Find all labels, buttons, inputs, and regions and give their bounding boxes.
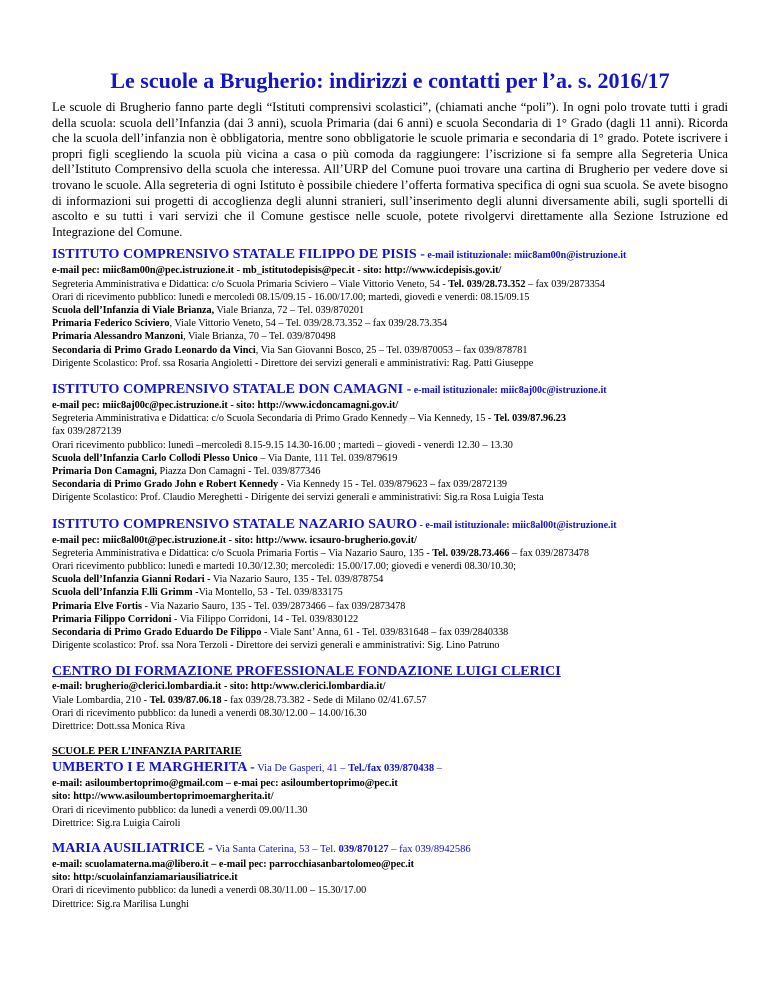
- section-heading: [52, 516, 728, 534]
- institute-name: ISTITUTO COMPRENSIVO STATALE DON CAMAGNI -: [52, 381, 412, 397]
- institute-email: - e-mail istituzionale: miic8al00t@istruzione.it: [417, 519, 617, 531]
- secretary-address: Segreteria Amministrativa e Didattica: c/o Scuola Primaria Fortis – Via Nazario Sauro, 135 -: [52, 547, 433, 559]
- school-line: [52, 317, 728, 330]
- secretary-line: [52, 278, 728, 291]
- secretary-line: [52, 412, 728, 425]
- school-line: [52, 452, 728, 465]
- school-address: , Via San Giovanni Bosco, 25 – Tel. 039/870053 – fax 039/878781: [255, 344, 528, 356]
- school-phone: 039/870438: [383, 763, 435, 775]
- email-line: e-mail: asiloumbertoprimo@gmail.com – e-mai pec: asiloumbertoprimo@pec.it: [52, 778, 398, 790]
- school-name: Primaria Don Camagni,: [52, 465, 157, 477]
- school-name: Primaria Elve Fortis: [52, 600, 142, 612]
- school-name: Secondaria di Primo Grado John e Robert Kennedy: [52, 479, 279, 491]
- school-line: [52, 304, 728, 317]
- section-de-pisis: [52, 246, 728, 370]
- section-umberto: [52, 759, 728, 830]
- institute-email: e-mail istituzionale: miic8am00n@istruzione.it: [424, 250, 627, 262]
- school-name: Secondaria di Primo Grado Leonardo da Vinci: [52, 344, 256, 356]
- school-address: Via Nazario Sauro, 135 - Tel. 039/878754: [210, 574, 384, 586]
- institute-name: CENTRO DI FORMAZIONE PROFESSIONALE FONDAZIONE LUIGI CLERICI: [52, 664, 561, 680]
- school-name: Primaria Alessandro Manzoni: [52, 331, 184, 343]
- pec-line: e-mail pec: miic8am00n@pec.istruzione.it - mb_istitutodepisis@pec.it - sito: http://www.icdepisis.gov.it/: [52, 265, 502, 277]
- hours-line: Orari ricevimento pubblico: lunedì –mercoledì 8.15-9.15 14.30-16.00 ; martedì – giovedì - venerdì 12.30 – 13.30: [52, 439, 513, 451]
- school-name: Scuola dell’Infanzia di Viale Brianza,: [52, 304, 215, 316]
- school-line: [52, 600, 728, 613]
- phone: Tel. 039/87.06.18 -: [149, 694, 228, 706]
- school-line: [52, 330, 728, 343]
- school-contact: [255, 763, 442, 774]
- pec-line: e-mail pec: miic8al00t@pec.istruzione.it - sito: http://www. icsauro-brugherio.gov.it/: [52, 534, 417, 546]
- hours-line: Orari ricevimento pubblico: lunedì e martedì 10.30/12.30; mercoledì: 15.00/17.00; giovedì e venerdì 08.30/10.30;: [52, 561, 516, 572]
- director-line: Dirigente Scolastico: Prof. Claudio Mereghetti - Dirigente dei servizi generali e amministrativi: Sig.ra Rosa Luigia Testa: [52, 492, 544, 504]
- address-line: [52, 694, 728, 707]
- director-line: Direttrice: Dott.ssa Monica Riva: [52, 721, 185, 733]
- separator: –: [434, 763, 442, 775]
- secretary-address: Segreteria Amministrativa e Didattica: c/o Scuola Secondaria di Primo Grado Kennedy – Via Kennedy, 15 -: [52, 413, 494, 425]
- secretary-line: [52, 547, 728, 560]
- secretary-fax: – fax 039/2873478: [509, 547, 589, 559]
- school-line: [52, 478, 728, 491]
- director-line: Direttrice: Sig.ra Marilisa Lunghi: [52, 898, 189, 910]
- hours-line: Orari di ricevimento pubblico: lunedì e mercoledì 08.15/09.15 - 16.00/17.00; martedì, giovedì e venerdì: 08.15/09.15: [52, 291, 530, 303]
- secretary-fax: fax 039/2872139: [52, 426, 122, 438]
- school-address: - Via Nazario Sauro, 135 - Tel. 039/2873466 – fax 039/2873478: [141, 600, 406, 612]
- school-line: [52, 573, 728, 586]
- page-title: Le scuole a Brugherio: indirizzi e contatti per l’a. s. 2016/17: [110, 68, 670, 93]
- school-address: , Viale Brianza, 70 – Tel. 039/870498: [183, 331, 336, 343]
- pec-line: e-mail pec: miic8aj00c@pec.istruzione.it - sito: http://www.icdoncamagni.gov.it/: [52, 399, 399, 411]
- school-name: MARIA AUSILIATRICE -: [52, 841, 213, 857]
- hours-line: Orari di ricevimento pubblico: da lunedì a venerdì 08.30/11.00 – 15.30/17.00: [52, 885, 367, 897]
- secretary-address: Segreteria Amministrativa e Didattica: c/o Scuola Primaria Sciviero – Viale Vittorio Veneto, 54 -: [52, 278, 449, 290]
- fax: fax 039/28.73.382 - Sede di Milano 02/41.67.57: [227, 694, 427, 706]
- school-name: Scuola dell’Infanzia Gianni Rodari -: [52, 574, 211, 586]
- school-address: Via Santa Caterina, 53 – Tel.: [212, 844, 339, 856]
- school-phone: 039/870127: [338, 844, 389, 856]
- school-name: Secondaria di Primo Grado Eduardo De Filippo: [52, 627, 262, 639]
- hours-line: Orari di ricevimento pubblico: da lunedì a venerdì 08.30/12.00 – 14.00/16.30: [52, 707, 367, 719]
- hours-line: Orari di ricevimento pubblico: da lunedì a venerdì 09.00/11.30: [52, 804, 308, 816]
- secretary-phone: Tel. 039/28.73.352: [448, 278, 526, 290]
- school-name: Scuola dell’Infanzia F.lli Grimm -: [52, 587, 199, 599]
- address: Viale Lombardia, 210 -: [52, 694, 150, 706]
- school-line: [52, 626, 728, 639]
- school-address: Viale Brianza, 72 – Tel. 039/870201: [214, 304, 365, 316]
- school-address: Piazza Don Camagni - Tel. 039/877346: [156, 465, 321, 477]
- section-nazario-sauro: [52, 516, 728, 653]
- school-fax: – fax 039/8942586: [388, 844, 471, 856]
- institute-email: e-mail istituzionale: miic8aj00c@istruzione.it: [411, 384, 607, 396]
- school-name: Primaria Federico Sciviero: [52, 318, 170, 330]
- email-line: e-mail: brugherio@clerici.lombardia.it - sito: http:/www.clerici.lombardia.it/: [52, 681, 386, 693]
- section-heading: [52, 246, 728, 264]
- institute-name: ISTITUTO COMPRENSIVO STATALE NAZARIO SAURO: [52, 516, 418, 532]
- school-name: Primaria Filippo Corridoni: [52, 613, 172, 625]
- secretary-phone: Tel. 039/87.96.23: [493, 413, 566, 425]
- school-line: [52, 344, 728, 357]
- section-clerici: [52, 663, 728, 733]
- section-heading: [52, 663, 728, 680]
- paritarie-heading: SCUOLE PER L’INFANZIA PARITARIE: [52, 746, 242, 758]
- section-ausiliatrice: [52, 840, 728, 911]
- institute-name: ISTITUTO COMPRENSIVO STATALE FILIPPO DE PISIS -: [52, 247, 425, 263]
- school-line: [52, 586, 728, 599]
- school-contact: [213, 844, 471, 855]
- director-line: Dirigente scolastico: Prof. ssa Nora Terzoli - Direttore dei servizi generali e amministrativi: Sig. Lino Patruno: [52, 640, 500, 652]
- tel-label: Tel./fax: [348, 763, 384, 775]
- site-line: sito: http:/scuolainfanziamariausiliatrice.it: [52, 872, 238, 884]
- director-line: Dirigente Scolastico: Prof. ssa Rosaria Angioletti - Direttore dei servizi generali e amministrativi: Rag. Patti Giuseppe: [52, 357, 534, 369]
- school-name: Scuola dell’Infanzia Carlo Collodi Plesso Unico: [52, 452, 258, 464]
- school-line: [52, 613, 728, 626]
- school-address: , Viale Vittorio Veneto, 54 – Tel. 039/28.73.352 – fax 039/28.73.354: [169, 318, 448, 330]
- school-address: – Via Dante, 111 Tel. 039/879619: [257, 452, 398, 464]
- school-address: Via Montello, 53 - Tel. 039/833175: [198, 587, 343, 599]
- section-don-camagni: [52, 381, 728, 505]
- school-line: [52, 465, 728, 478]
- school-heading: [52, 759, 728, 777]
- school-address: - Via Kennedy 15 - Tel. 039/879623 – fax 039/2872139: [278, 479, 508, 491]
- director-line: Direttrice: Sig.ra Luigia Cairoli: [52, 817, 181, 829]
- school-address: Via De Gasperi, 41 –: [254, 763, 349, 775]
- school-name: UMBERTO I E MARGHERITA -: [52, 760, 255, 776]
- intro-paragraph: Le scuole di Brugherio fanno parte degli “Istituti comprensivi scolastici”, (chiamati anche “poli”). In ogni polo trovate tutti i gradi della scuola: scuola dell’Infanzia (dai 3 anni), scuola Primaria (dai 6 anni) e scuola Secondaria di 1° Grado (dagli 11 anni). Ricorda che la scuola dell’infanzia non è obbligatoria, mentre sono obbligatorie le scuole primaria e secondaria di 1° grado. Potete iscrivere i propri figli scegliendo la scuola più vicina a casa o più comoda da raggiungere: l’iscrizione si fa sempre alla Segreteria Unica dell’Istituto Comprensivo della scuola che interessa. All’URP del Comune puoi trovare una cartina di Brugherio per vedere dove si trovano le scuole. Alla segreteria di ogni Istituto è possibile chiedere l’offerta formativa specifica di ogni sua scuola. Se avete bisogno di informazioni sui progetti di accoglienza degli alunni stranieri, sull’inserimento degli alunni diversamente abili, sugli sportelli di ascolto e su tutti i vari servizi che il Comune gestisce nelle scuole, potete rivolgervi direttamente alla Sezione Istruzione ed Integrazione del Comune.: [52, 100, 728, 239]
- secretary-fax: – fax 039/2873354: [525, 278, 605, 290]
- secretary-phone: Tel. 039/28.73.466: [432, 547, 510, 559]
- site-line: sito: http://www.asiloumbertoprimoemargherita.it/: [52, 791, 274, 803]
- school-heading: [52, 840, 728, 858]
- section-heading: [52, 381, 728, 399]
- email-line: e-mail: scuolamaterna.ma@libero.it – e-mail pec: parrocchiasanbartolomeo@pec.it: [52, 859, 415, 871]
- school-address: - Viale Sant’ Anna, 61 - Tel. 039/831648 – fax 039/2840338: [261, 627, 509, 639]
- school-address: - Via Filippo Corridoni, 14 - Tel. 039/830122: [171, 613, 359, 625]
